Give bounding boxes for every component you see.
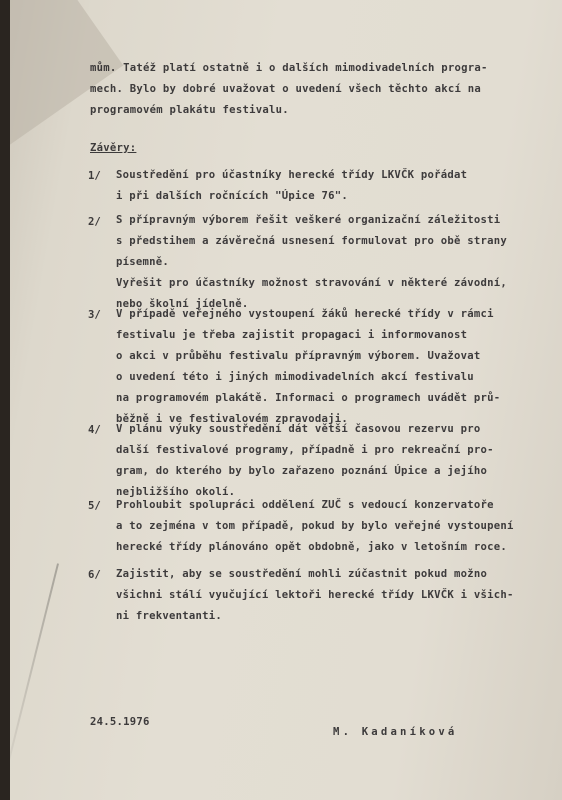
item-number: 6/	[88, 569, 101, 581]
section-heading: Závěry:	[90, 142, 137, 154]
text-line: V případě veřejného vystoupení žáků herecké třídy v rámci	[116, 308, 494, 320]
text-line: mech. Bylo by dobré uvažovat o uvedení všech těchto akcí na	[90, 83, 482, 95]
text-line: o uvedení této i jiných mimodivadelních akcí festivalu	[116, 371, 474, 383]
text-line: Soustředění pro účastníky herecké třídy LKVČK pořádat	[116, 169, 468, 181]
text-line: nejbližšího okolí.	[116, 486, 236, 498]
document-date: 24.5.1976	[90, 716, 150, 728]
list-item	[116, 495, 514, 558]
item-number: 4/	[88, 424, 101, 436]
document-page	[10, 0, 562, 800]
item-number: 2/	[88, 216, 101, 228]
text-line: další festivalové programy, případně i pro rekreační pro-	[116, 444, 494, 456]
text-line: V plánu výuky soustředění dát větší časovou rezervu pro	[116, 423, 481, 435]
text-line: všichni stálí vyučující lektoři herecké třídy LKVČK i všich-	[116, 589, 514, 601]
list-item	[116, 419, 494, 503]
text-line: festivalu je třeba zajistit propagaci i informovanost	[116, 329, 468, 341]
text-line: Prohloubit spolupráci oddělení ZUČ s vedoucí konzervatoře	[116, 499, 494, 511]
text-line: Vyřešit pro účastníky možnost stravování v některé závodní,	[116, 277, 508, 289]
item-number: 3/	[88, 309, 101, 321]
text-line: s předstihem a závěrečná usnesení formulovat pro obě strany	[116, 235, 508, 247]
text-line: běžně i ve festivalovém zpravodaji.	[116, 413, 348, 425]
text-line: ni frekventanti.	[116, 610, 223, 622]
text-line: i při dalších ročnících "Úpice 76".	[116, 190, 348, 202]
text-line: Zajistit, aby se soustředění mohli zúčastnit pokud možno	[116, 568, 488, 580]
list-item	[116, 210, 507, 315]
intro-paragraph	[90, 58, 488, 121]
text-line: programovém plakátu festivalu.	[90, 104, 289, 116]
item-number: 5/	[88, 500, 101, 512]
list-item	[116, 564, 514, 627]
text-line: na programovém plakátě. Informaci o programech uvádět prů-	[116, 392, 501, 404]
text-line: S přípravným výborem řešit veškeré organizační záležitosti	[116, 214, 501, 226]
text-line: gram, do kterého by bylo zařazeno poznání Úpice a jejího	[116, 465, 488, 477]
text-line: herecké třídy plánováno opět obdobně, jako v letošním roce.	[116, 541, 508, 553]
text-line: písemně.	[116, 256, 170, 268]
text-line: mům. Tatéž platí ostatně i o dalších mimodivadelních progra-	[90, 62, 488, 74]
text-line: nebo školní jídelně.	[116, 298, 249, 310]
list-item	[116, 165, 467, 207]
item-number: 1/	[88, 170, 101, 182]
text-line: o akci v průběhu festivalu přípravným výborem. Uvažovat	[116, 350, 481, 362]
list-item	[116, 304, 500, 430]
text-line: a to zejména v tom případě, pokud by bylo veřejné vystoupení	[116, 520, 514, 532]
signature-name: M. Kadaníková	[333, 726, 458, 738]
